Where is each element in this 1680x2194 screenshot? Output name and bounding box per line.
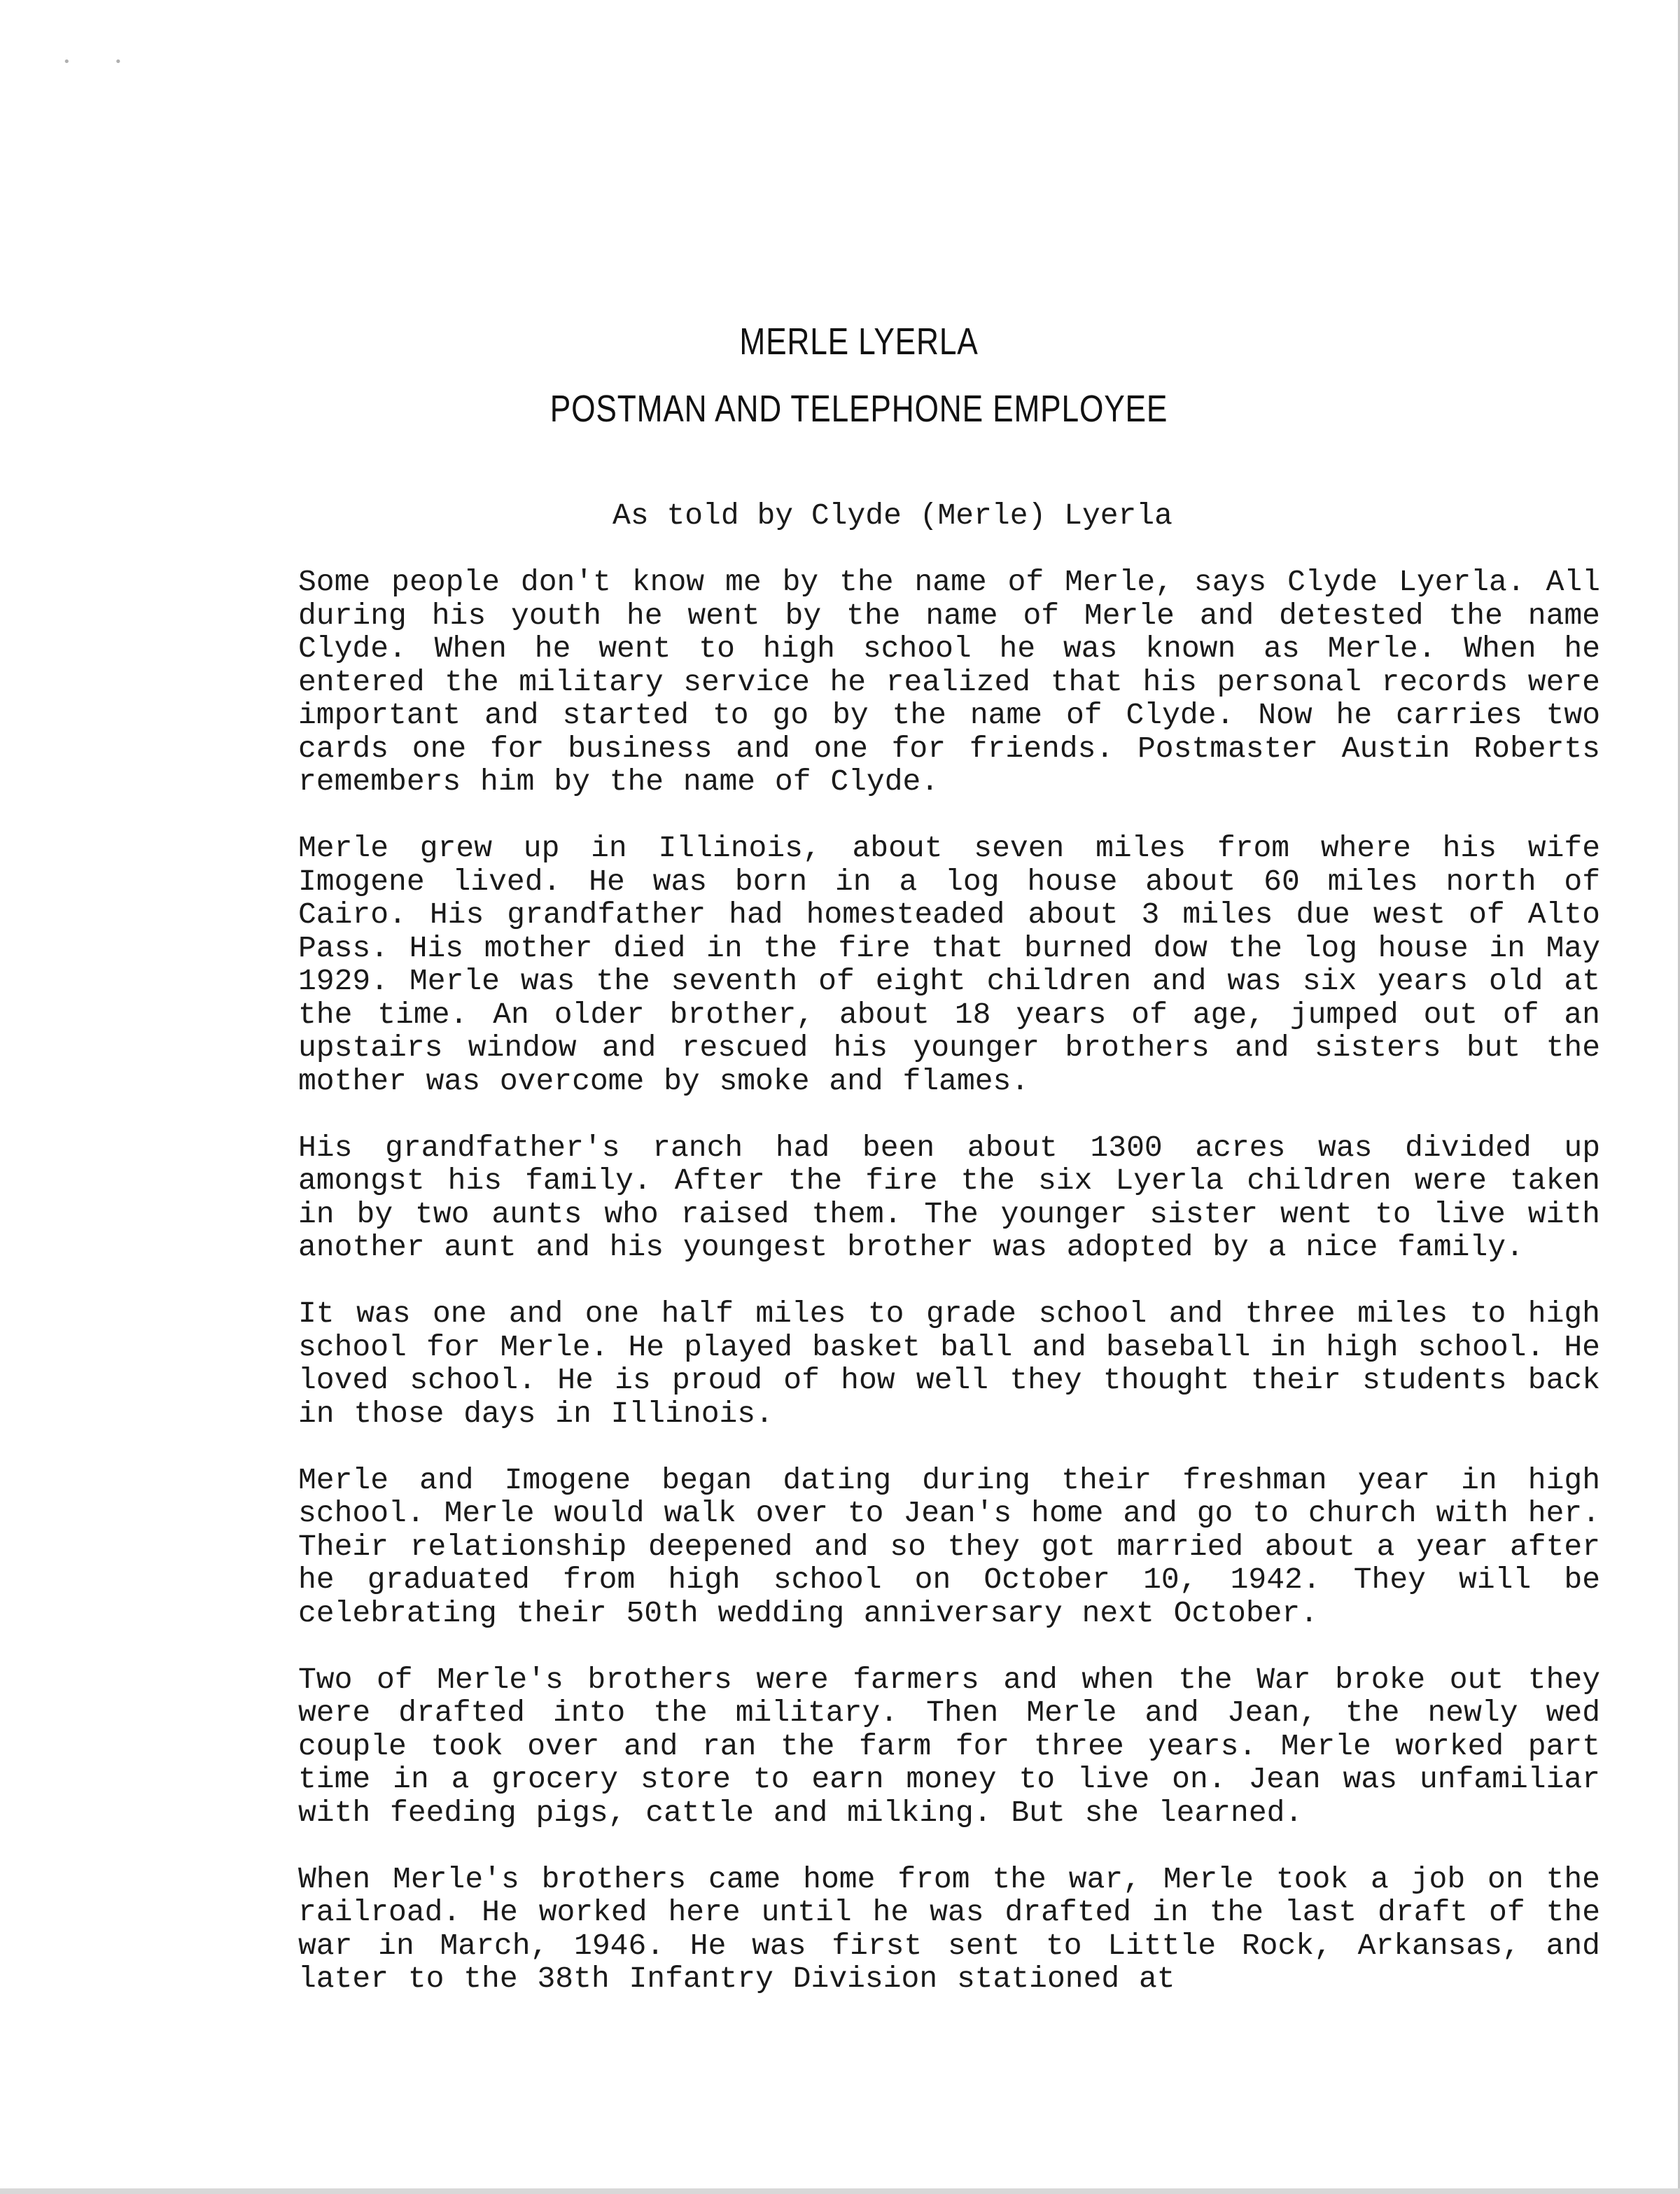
page-edge-bottom [0, 2188, 1680, 2194]
paragraph-3: His grandfather's ranch had been about 1300 acres was divided up amongst his family. After the fire the six Lyerla children were taken in by two aunts who raised them. The younger sister went to live with another aunt and his youngest brother was adopted by a nice family. [298, 1130, 1600, 1264]
paragraph-2: Merle grew up in Illinois, about seven miles from where his wife Imogene lived. He was born in a log house about 60 miles north of Cairo. His grandfather had homesteaded about 3 miles due west of Alto Pass. His mother died in the fire that burned dow the log house in May 1929. Merle was the seventh of eight children and was six years old at the time. An older brother, about 18 years of age, jumped out of an upstairs window and rescued his younger brothers and sisters but the mother was overcome by smoke and flames. [298, 831, 1600, 1098]
byline: As told by Clyde (Merle) Lyerla [612, 498, 1172, 533]
paragraph-7: When Merle's brothers came home from the war, Merle took a job on the railroad. He worked here until he was drafted in the last draft of the war in March, 1946. He was first sent to Little Rock, Arkansas, and later to the 38th Infantry Division stationed at [298, 1861, 1600, 1996]
title-block [170, 308, 1548, 442]
scan-smudge-mark: • • [63, 55, 122, 69]
paragraph-5: Merle and Imogene began dating during their freshman year in high school. Merle would walk over to Jean's home and go to church with her. Their relationship deepened and so they got married about a year after he graduated from high school on October 10, 1942. They will be celebrating their 50th wedding anniversary next October. [298, 1462, 1600, 1630]
paragraph-1: Some people don't know me by the name of Merle, says Clyde Lyerla. All during his youth he went by the name of Merle and detested the name Clyde. When he went to high school he was known as Merle. When he entered the military service he realized that his personal records were important and started to go by the name of Clyde. Now he carries two cards one for business and one for friends. Postmaster Austin Roberts remembers him by the name of Clyde. [298, 565, 1600, 799]
page-title: MERLE LYERLA [739, 321, 979, 363]
paragraph-4: It was one and one half miles to grade school and three miles to high school for Merle. He played basket ball and baseball in high school. He loved school. He is proud of how well they thought their students back in those days in Illinois. [298, 1297, 1600, 1431]
page-subtitle: POSTMAN AND TELEPHONE EMPLOYEE [550, 388, 1168, 430]
paragraph-6: Two of Merle's brothers were farmers and when the War broke out they were drafted into the military. Then Merle and Jean, the newly wed couple took over and ran the farm for three years. Merle worked part time in a grocery store to earn money to live on. Jean was unfamiliar with feeding pigs, cattle and milking. But she learned. [298, 1662, 1600, 1830]
body-text [298, 566, 1600, 2029]
